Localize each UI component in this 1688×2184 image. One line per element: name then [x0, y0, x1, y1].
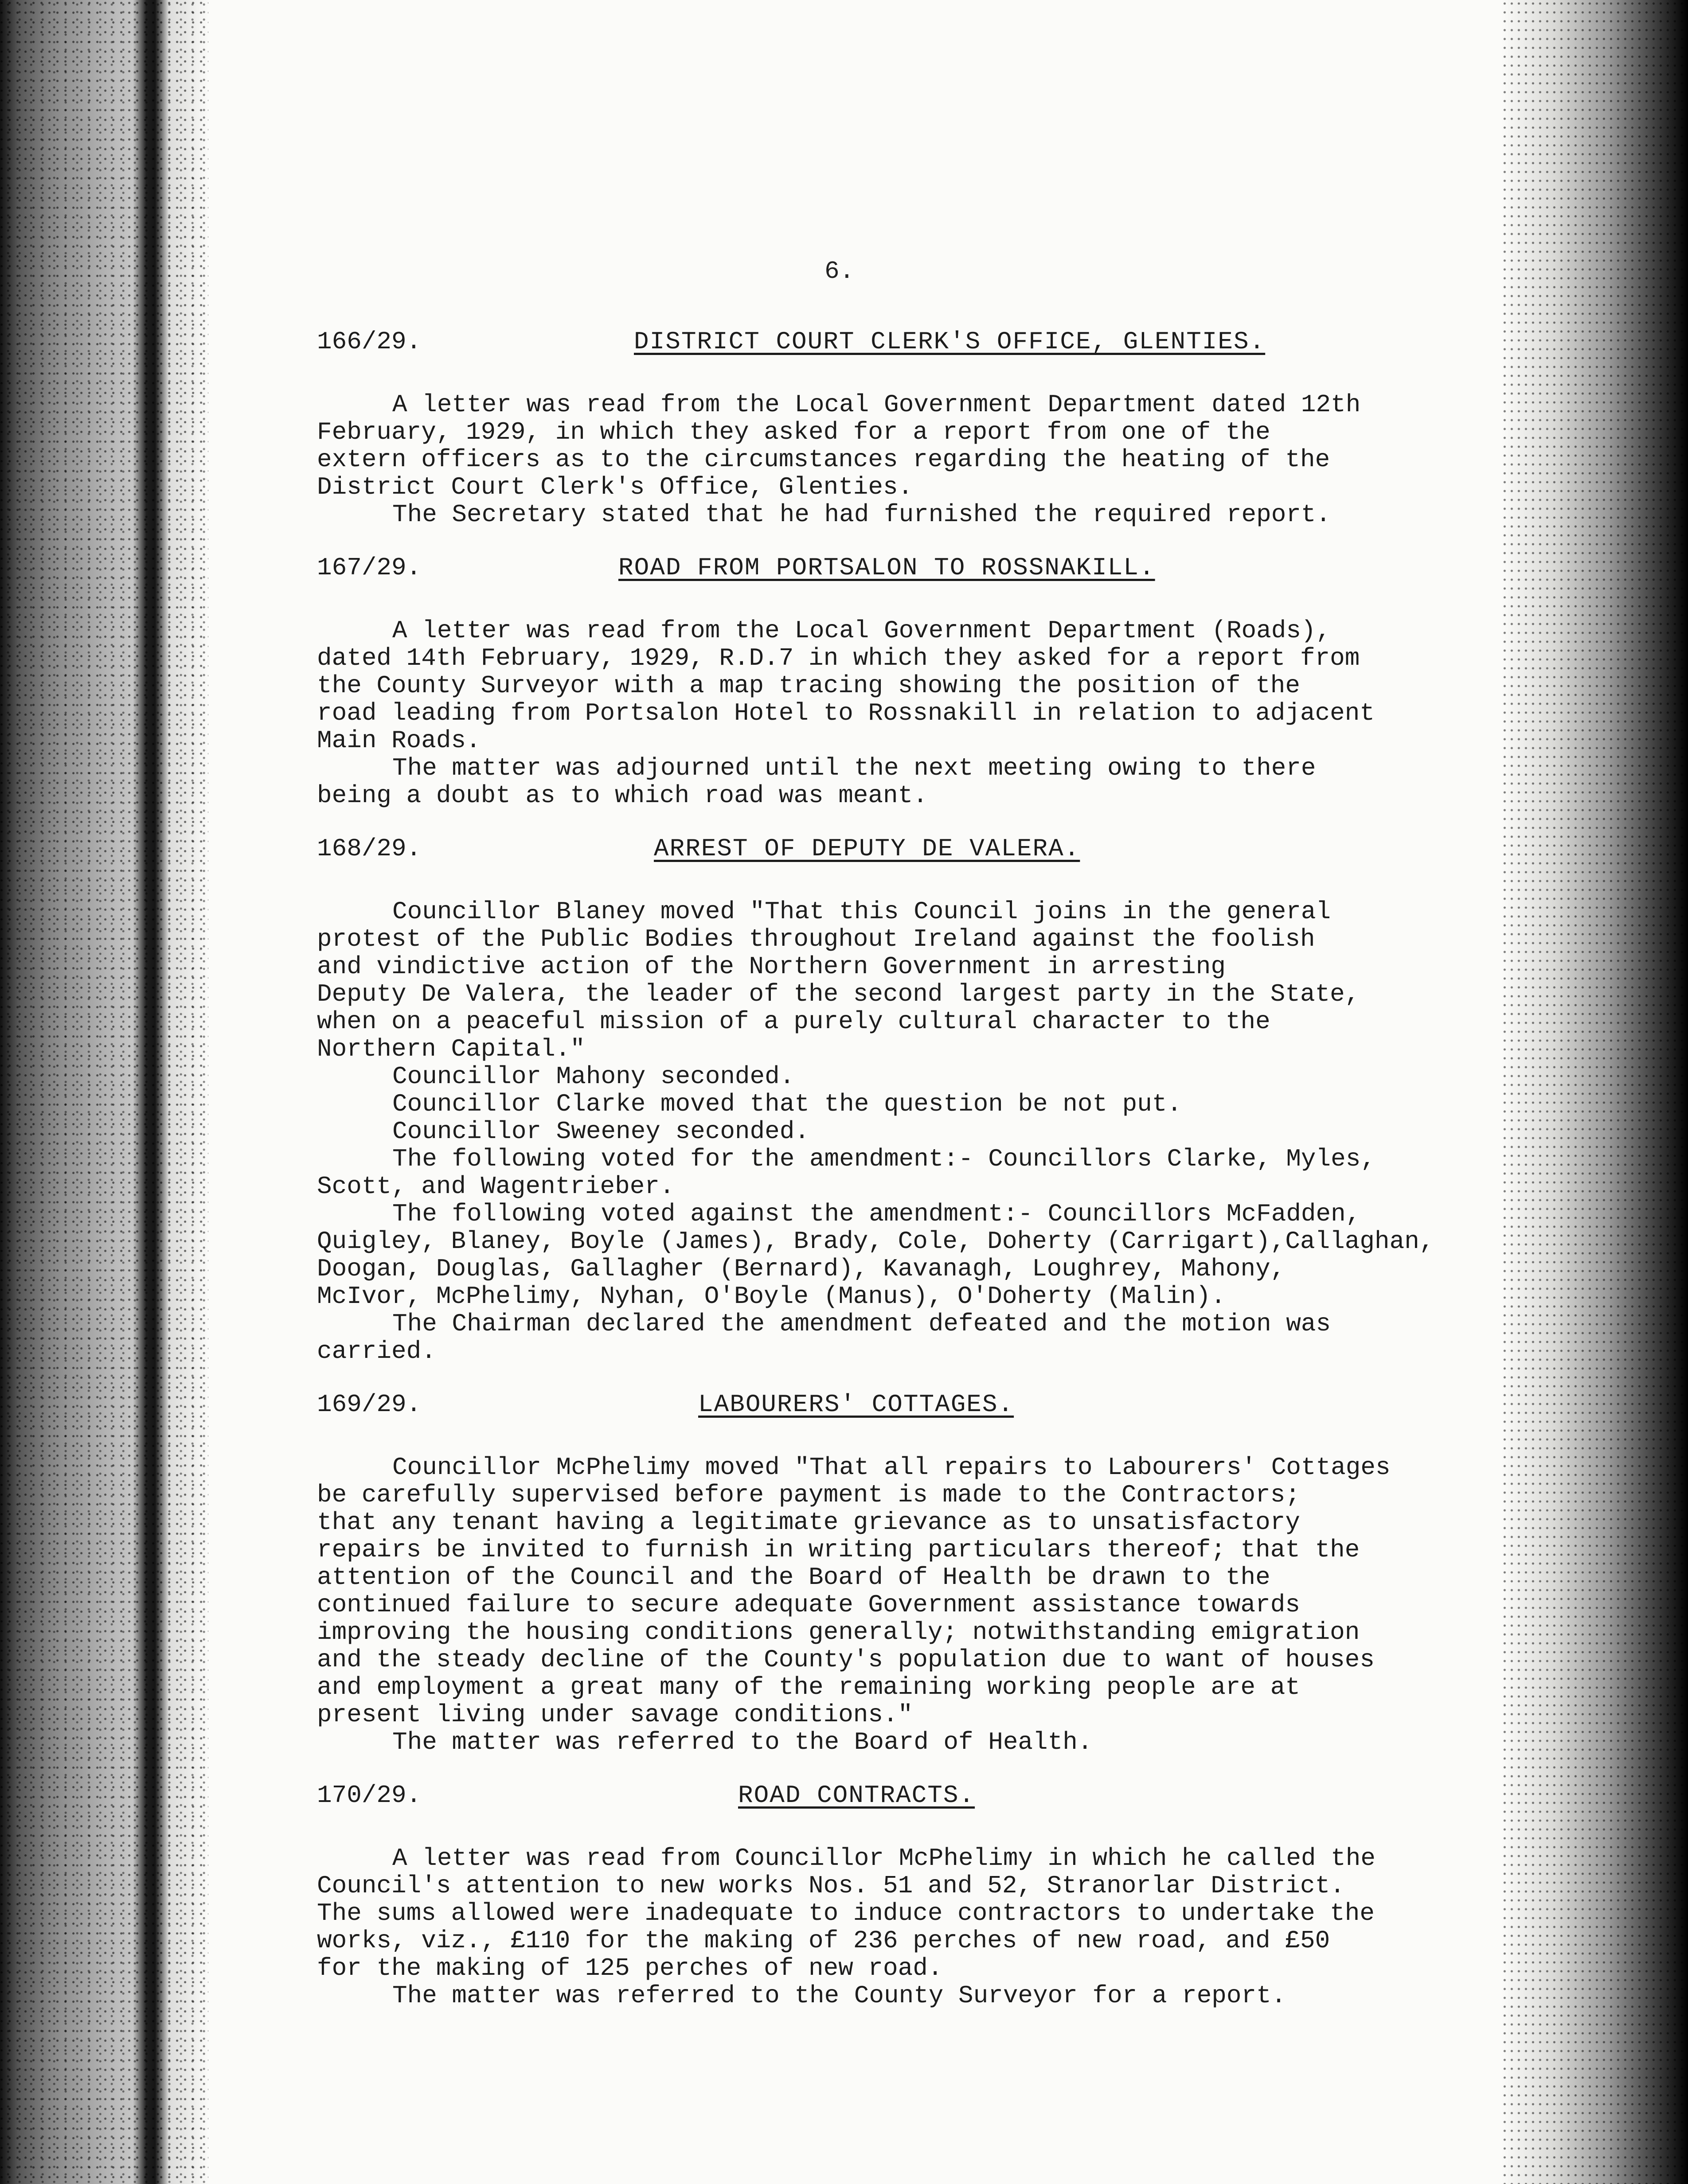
binding-edge-left: [0, 0, 208, 2184]
minute-line: dated 14th February, 1929, R.D.7 in which they asked for a report from: [317, 644, 1360, 672]
minute-line: Council's attention to new works Nos. 51 and 52, Stranorlar District.: [317, 1872, 1345, 1900]
minute-line: A letter was read from Councillor McPhelimy in which he called the: [392, 1844, 1375, 1872]
minute-line: continued failure to secure adequate Government assistance towards: [317, 1591, 1300, 1619]
minute-line: Deputy De Valera, the leader of the second largest party in the State,: [317, 980, 1360, 1008]
minute-header: [317, 835, 1514, 870]
minute-ref: 166/29.: [317, 328, 422, 356]
minute-title: ARREST OF DEPUTY DE VALERA.: [654, 835, 1080, 863]
minute-line: The matter was referred to the Board of Health.: [392, 1728, 1093, 1756]
minute-line: when on a peaceful mission of a purely cultural character to the: [317, 1007, 1270, 1036]
minute-line: The following voted for the amendment:- Councillors Clarke, Myles,: [392, 1145, 1375, 1173]
minute-line: February, 1929, in which they asked for a report from one of the: [317, 418, 1270, 446]
minute-line: attention of the Council and the Board of Health be drawn to the: [317, 1563, 1270, 1591]
minute-line: being a doubt as to which road was meant.: [317, 781, 928, 810]
minute-header: [317, 328, 1514, 363]
minute-line: Councillor Mahony seconded.: [392, 1062, 795, 1091]
minute-line: that any tenant having a legitimate grievance as to unsatisfactory: [317, 1508, 1300, 1537]
minute-title: DISTRICT COURT CLERK'S OFFICE, GLENTIES.: [634, 328, 1266, 356]
minute-line: extern officers as to the circumstances regarding the heating of the: [317, 445, 1330, 474]
minute-line: A letter was read from the Local Government Department (Roads),: [392, 616, 1331, 645]
minute-line: The sums allowed were inadequate to induce contractors to undertake the: [317, 1899, 1375, 1927]
minute-ref: 170/29.: [317, 1781, 422, 1810]
minute-line: A letter was read from the Local Government Department dated 12th: [392, 390, 1361, 419]
minute-line: and vindictive action of the Northern Government in arresting: [317, 952, 1226, 981]
minute-line: Quigley, Blaney, Boyle (James), Brady, Cole, Doherty (Carrigart),Callaghan,: [317, 1227, 1434, 1256]
minute-line: carried.: [317, 1337, 436, 1365]
page-number: 6.: [824, 257, 855, 285]
minute-line: the County Surveyor with a map tracing showing the position of the: [317, 671, 1300, 700]
minute-line: Northern Capital.": [317, 1035, 585, 1063]
minute-line: The matter was adjourned until the next meeting owing to there: [392, 754, 1316, 782]
minute-169: [317, 1391, 1514, 1756]
minute-line: The Chairman declared the amendment defeated and the motion was: [392, 1310, 1331, 1338]
minute-167: [317, 554, 1514, 809]
minutes-body: [317, 328, 1514, 2035]
minute-line: The matter was referred to the County Surveyor for a report.: [392, 1981, 1286, 2010]
minute-line: Councillor McPhelimy moved "That all repairs to Labourers' Cottages: [392, 1453, 1391, 1482]
minute-ref: 168/29.: [317, 835, 422, 863]
minute-line: The Secretary stated that he had furnished the required report.: [392, 500, 1331, 529]
minute-168: [317, 835, 1514, 1365]
minute-title: ROAD CONTRACTS.: [738, 1781, 975, 1810]
minute-line: and employment a great many of the remaining working people are at: [317, 1673, 1300, 1701]
page-edge-right: [1502, 0, 1688, 2184]
minute-170: [317, 1782, 1514, 2009]
minute-line: Councillor Sweeney seconded.: [392, 1117, 809, 1146]
minute-line: improving the housing conditions generally; notwithstanding emigration: [317, 1618, 1360, 1646]
minute-ref: 169/29.: [317, 1390, 422, 1419]
minute-line: Scott, and Wagentrieber.: [317, 1172, 675, 1201]
minute-line: Councillor Blaney moved "That this Council joins in the general: [392, 897, 1331, 926]
minute-header: [317, 1391, 1514, 1426]
minute-line: Main Roads.: [317, 726, 481, 755]
minute-line: for the making of 125 perches of new road.: [317, 1954, 943, 1982]
minute-header: [317, 1782, 1514, 1817]
minute-line: and the steady decline of the County's population due to want of houses: [317, 1646, 1375, 1674]
minute-166: [317, 328, 1514, 528]
minute-line: road leading from Portsalon Hotel to Rossnakill in relation to adjacent: [317, 699, 1375, 727]
minute-title: ROAD FROM PORTSALON TO ROSSNAKILL.: [618, 554, 1155, 582]
minute-line: Councillor Clarke moved that the question be not put.: [392, 1090, 1182, 1118]
binding-spine-shadow: [133, 0, 168, 2184]
minute-line: repairs be invited to furnish in writing particulars thereof; that the: [317, 1536, 1360, 1564]
minute-line: District Court Clerk's Office, Glenties.: [317, 473, 913, 501]
minute-line: Doogan, Douglas, Gallagher (Bernard), Kavanagh, Loughrey, Mahony,: [317, 1255, 1286, 1283]
minute-line: McIvor, McPhelimy, Nyhan, O'Boyle (Manus), O'Doherty (Malin).: [317, 1282, 1226, 1310]
minute-line: The following voted against the amendment:- Councillors McFadden,: [392, 1200, 1361, 1228]
minute-line: protest of the Public Bodies throughout Ireland against the foolish: [317, 925, 1315, 953]
minute-header: [317, 554, 1514, 589]
minute-line: present living under savage conditions.": [317, 1700, 913, 1729]
minute-ref: 167/29.: [317, 554, 422, 582]
minute-line: be carefully supervised before payment is made to the Contractors;: [317, 1481, 1300, 1509]
minute-title: LABOURERS' COTTAGES.: [698, 1390, 1014, 1419]
minute-line: works, viz., £110 for the making of 236 perches of new road, and £50: [317, 1927, 1330, 1955]
